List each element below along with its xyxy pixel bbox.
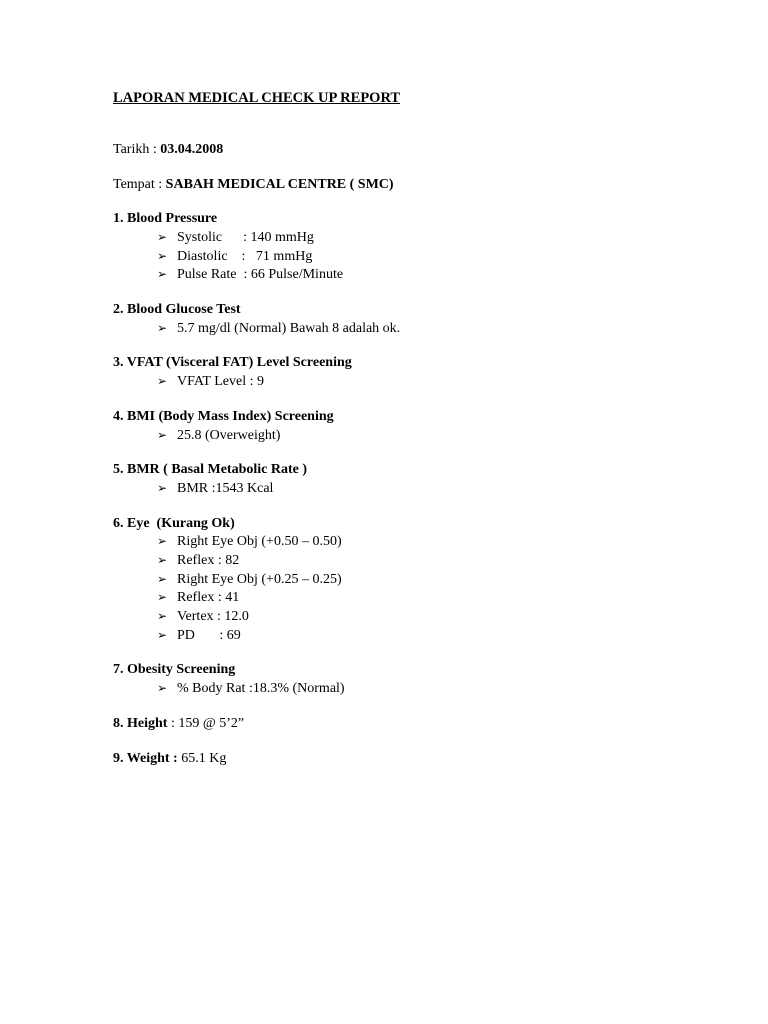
arrow-bullet-icon: ➢: [157, 553, 168, 567]
arrow-bullet-icon: ➢: [157, 374, 168, 388]
section-heading: 2. Blood Glucose Test: [113, 302, 241, 317]
arrow-bullet-icon: ➢: [157, 681, 168, 695]
arrow-bullet-icon: ➢: [157, 249, 168, 263]
list-item: [157, 681, 345, 697]
list-item: [157, 553, 239, 569]
section-heading: 3. VFAT (Visceral FAT) Level Screening: [113, 355, 352, 370]
item-text: Diastolic : 71 mmHg: [177, 249, 313, 264]
section-heading: 5. BMR ( Basal Metabolic Rate ): [113, 462, 308, 477]
item-text: Pulse Rate : 66 Pulse/Minute: [177, 267, 344, 282]
item-text: PD : 69: [177, 628, 241, 643]
arrow-bullet-icon: ➢: [157, 428, 168, 442]
item-text: BMR :1543 Kcal: [177, 481, 274, 496]
weight-value: 65.1 Kg: [181, 751, 227, 766]
date-line: [113, 142, 223, 158]
item-text: 5.7 mg/dl (Normal) Bawah 8 adalah ok.: [177, 321, 401, 336]
section-heading: 4. BMI (Body Mass Index) Screening: [113, 409, 334, 424]
arrow-bullet-icon: ➢: [157, 267, 168, 281]
item-text: Reflex : 41: [177, 590, 240, 605]
item-text: VFAT Level : 9: [177, 374, 264, 389]
list-item: [157, 590, 239, 606]
item-text: Reflex : 82: [177, 553, 240, 568]
arrow-bullet-icon: ➢: [157, 572, 168, 586]
section-heading: 6. Eye (Kurang Ok): [113, 516, 235, 531]
item-text: % Body Rat :18.3% (Normal): [177, 681, 345, 696]
height-value: : 159 @ 5’2”: [167, 716, 245, 731]
list-item: [157, 249, 312, 265]
item-text: Right Eye Obj (+0.25 – 0.25): [177, 572, 342, 587]
report-title: LAPORAN MEDICAL CHECK UP REPORT: [113, 90, 401, 106]
place-label: Tempat :: [113, 177, 166, 192]
arrow-bullet-icon: ➢: [157, 628, 168, 642]
list-item: [157, 609, 249, 625]
place-line: [113, 177, 394, 193]
section-heading: 7. Obesity Screening: [113, 662, 236, 677]
arrow-bullet-icon: ➢: [157, 534, 168, 548]
weight-line: [113, 751, 226, 767]
arrow-bullet-icon: ➢: [157, 590, 168, 604]
height-line: [113, 716, 244, 732]
weight-label: 9. Weight :: [113, 751, 182, 766]
list-item: [157, 628, 241, 644]
arrow-bullet-icon: ➢: [157, 230, 168, 244]
list-item: [157, 267, 343, 283]
list-item: [157, 572, 342, 588]
list-item: [157, 374, 264, 390]
date-label: Tarikh :: [113, 142, 161, 157]
list-item: [157, 534, 342, 550]
arrow-bullet-icon: ➢: [157, 609, 168, 623]
item-text: 25.8 (Overweight): [177, 428, 281, 443]
height-label: 8. Height: [113, 716, 168, 731]
arrow-bullet-icon: ➢: [157, 321, 168, 335]
date-value: 03.04.2008: [160, 142, 224, 157]
section-heading: 1. Blood Pressure: [113, 211, 218, 226]
list-item: [157, 321, 400, 337]
list-item: [157, 230, 314, 246]
list-item: [157, 428, 280, 444]
item-text: Vertex : 12.0: [177, 609, 249, 624]
item-text: Right Eye Obj (+0.50 – 0.50): [177, 534, 342, 549]
list-item: [157, 481, 273, 497]
place-value: SABAH MEDICAL CENTRE ( SMC): [165, 177, 394, 192]
item-text: Systolic : 140 mmHg: [177, 230, 314, 245]
arrow-bullet-icon: ➢: [157, 481, 168, 495]
